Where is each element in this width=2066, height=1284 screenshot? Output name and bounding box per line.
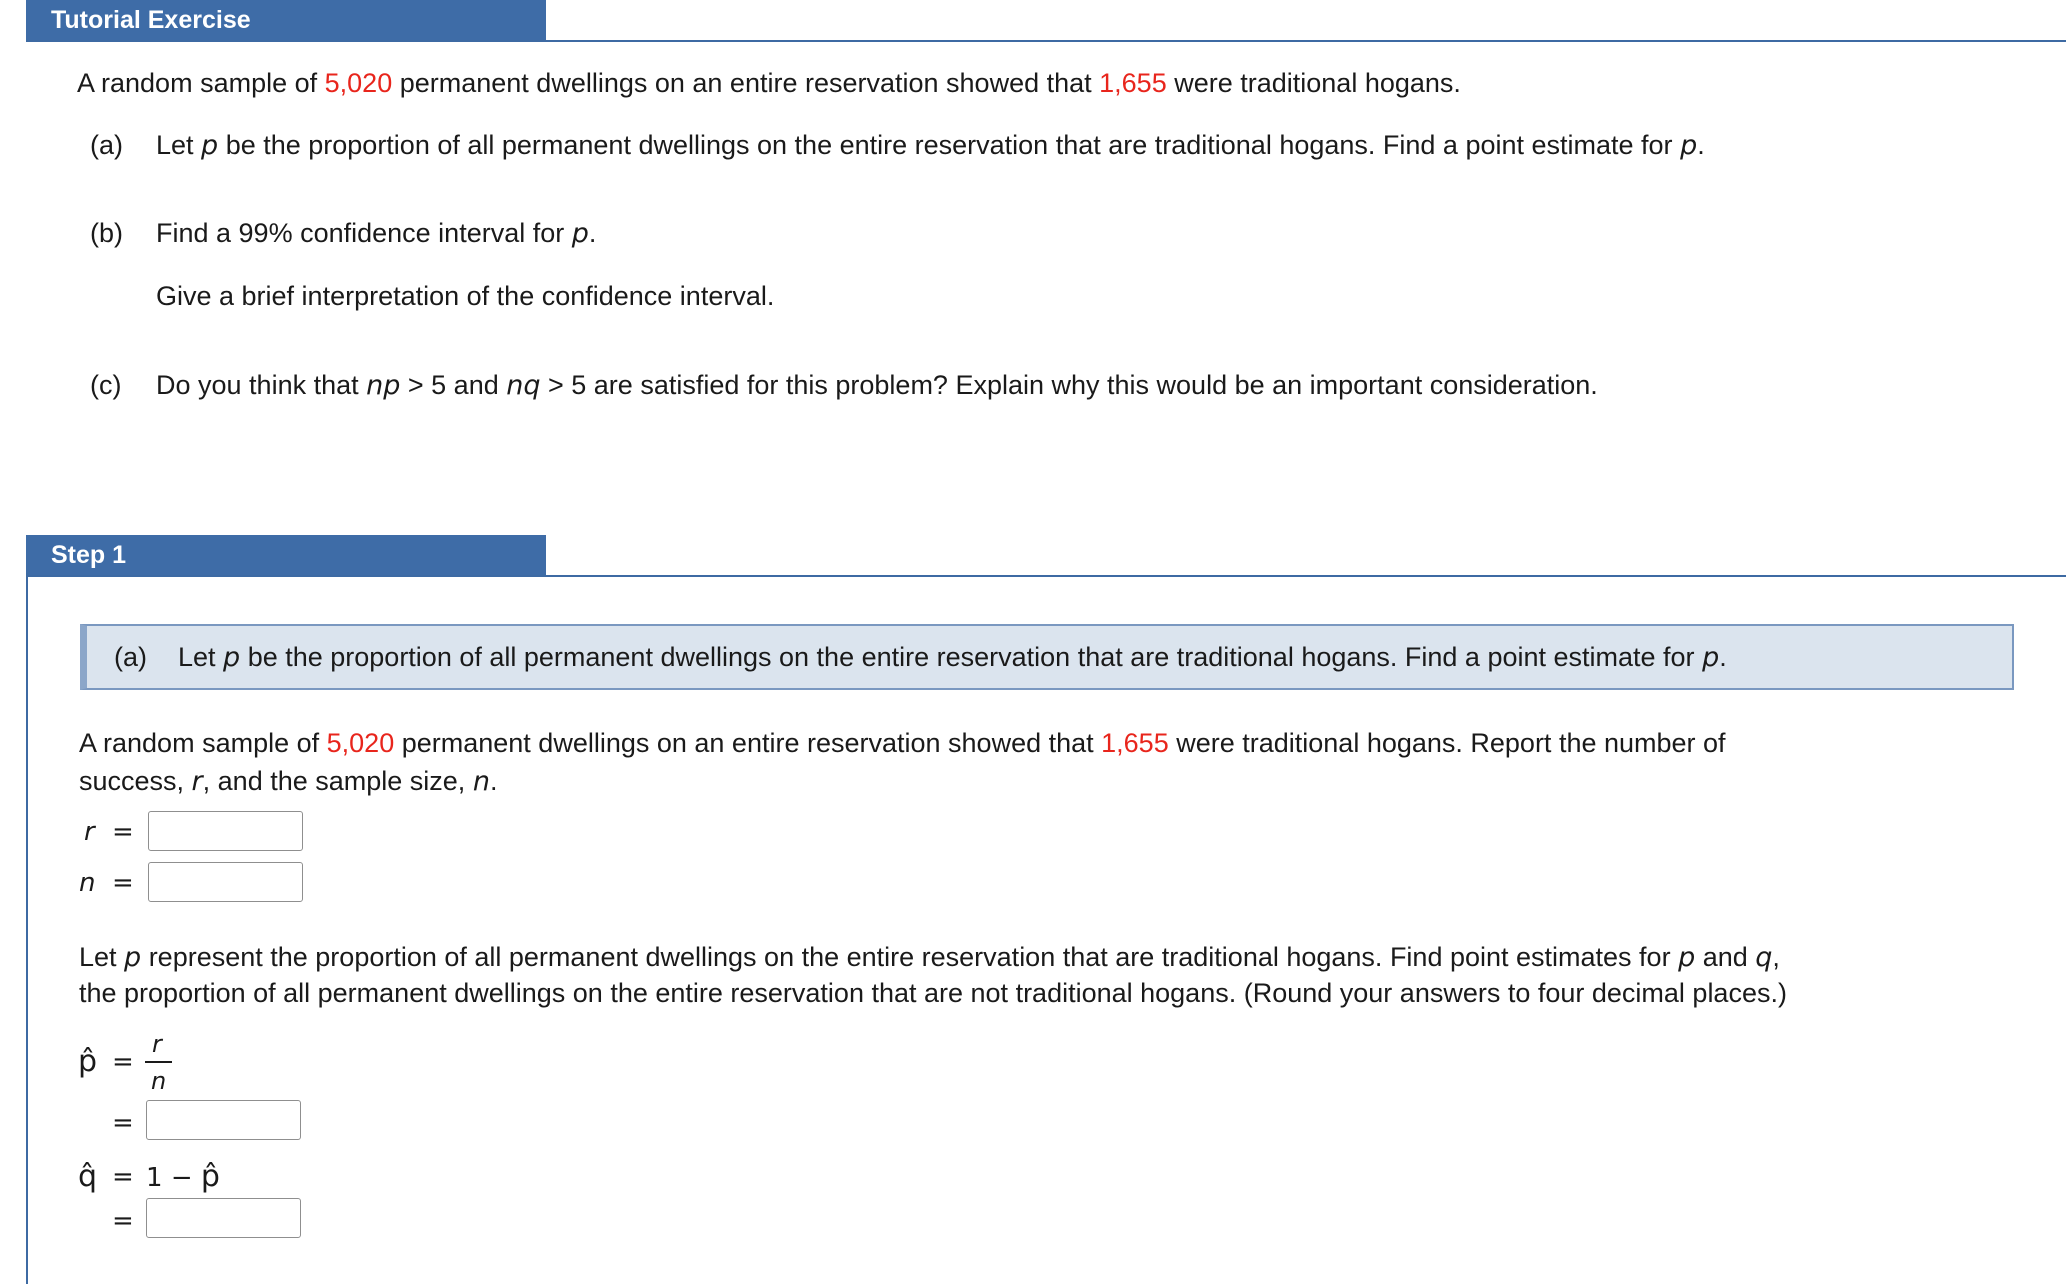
step-1-paragraph-2-line-1: Let p represent the proportion of all permanent dwellings on the entire reservation that are traditional hogans. Find point estimates for p and q,	[79, 942, 1780, 973]
success-count-value: 1,655	[1099, 68, 1167, 98]
q-hat-symbol: q̂	[78, 1159, 98, 1194]
fraction-numerator: r	[152, 1030, 162, 1058]
p-hat-value-equals: =	[112, 1108, 134, 1138]
step-1-paragraph-1-line-2: success, r, and the sample size, n.	[79, 766, 498, 797]
n-label: n	[79, 868, 96, 898]
step-1-title: Step 1	[26, 535, 546, 575]
step-1-paragraph-1-line-1: A random sample of 5,020 permanent dwellings on an entire reservation showed that 1,655 were traditional hogans. Report the number of	[79, 728, 1726, 758]
part-b-question: (b) Find a 99% confidence interval for p.	[90, 214, 596, 253]
sample-size-value: 5,020	[324, 68, 393, 98]
q-hat-value-equals: =	[112, 1206, 134, 1236]
q-hat-input[interactable]	[146, 1198, 301, 1238]
r-equals: =	[112, 817, 134, 847]
step-1-question-callout	[80, 624, 2014, 690]
tutorial-exercise-header	[26, 0, 2066, 42]
fraction-denominator: n	[151, 1067, 167, 1095]
q-hat-equals: =	[112, 1162, 134, 1192]
n-equals: =	[112, 868, 134, 898]
part-a-label: (a)	[90, 130, 123, 160]
part-b-label: (b)	[90, 218, 123, 248]
callout-text: (a) Let p be the proportion of all permanent dwellings on the entire reservation that are traditional hogans. Find a point estimate for p.	[114, 638, 1727, 677]
p-hat-equals: =	[112, 1047, 134, 1077]
step-sample-size-value: 5,020	[326, 728, 395, 758]
p-hat-symbol: p̂	[78, 1044, 98, 1079]
fraction-bar	[145, 1061, 172, 1063]
part-c-label: (c)	[90, 370, 122, 400]
n-input[interactable]	[148, 862, 303, 902]
intro-text: A random sample of 5,020 permanent dwellings on an entire reservation showed that 1,655 were traditional hogans.	[77, 68, 1461, 98]
step-1-paragraph-2-line-2: the proportion of all permanent dwellings on the entire reservation that are not traditional hogans. (Round your answers to four decimal places.)	[79, 978, 1787, 1008]
callout-part-label: (a)	[114, 642, 147, 672]
r-input[interactable]	[148, 811, 303, 851]
q-hat-expression: 1 − p̂	[146, 1159, 220, 1194]
r-label: r	[84, 817, 95, 847]
part-c-question: (c) Do you think that np > 5 and nq > 5 are satisfied for this problem? Explain why this would be an important consideration.	[90, 366, 1598, 405]
p-hat-input[interactable]	[146, 1100, 301, 1140]
part-a-question: (a) Let p be the proportion of all permanent dwellings on the entire reservation that are traditional hogans. Find a point estimate for p.	[90, 126, 1705, 165]
step-success-count-value: 1,655	[1101, 728, 1169, 758]
part-b-subquestion: Give a brief interpretation of the confidence interval.	[156, 281, 775, 311]
step-1-header	[26, 535, 2066, 577]
tutorial-exercise-title: Tutorial Exercise	[26, 0, 546, 40]
